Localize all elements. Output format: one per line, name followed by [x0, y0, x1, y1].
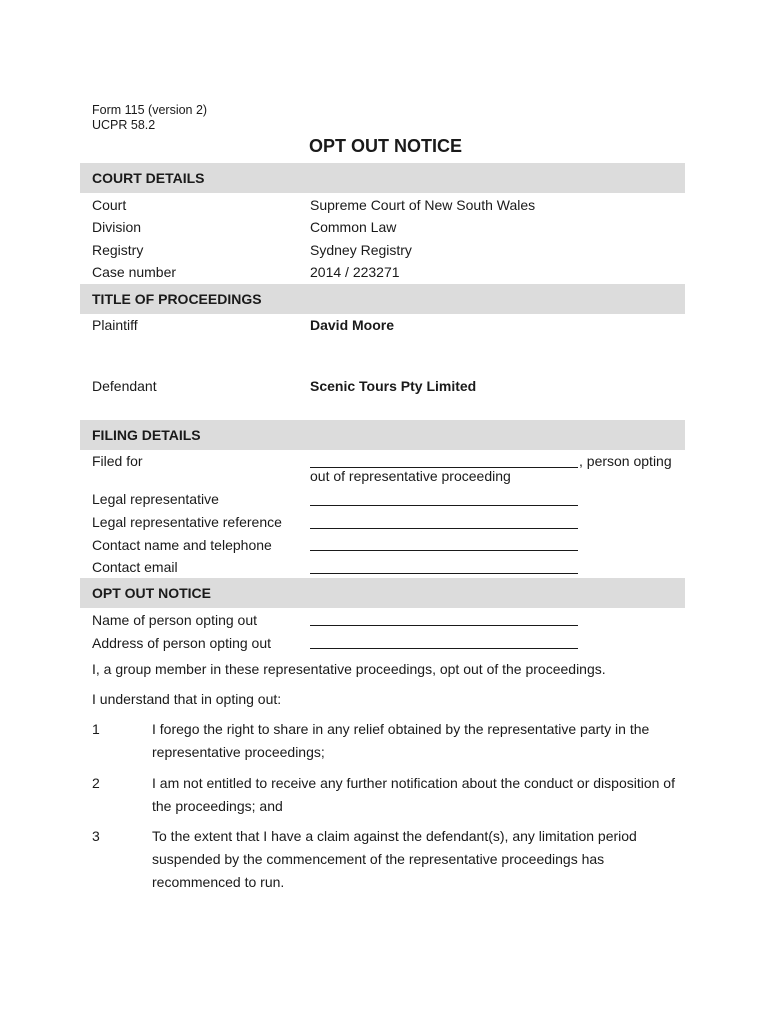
filed-for-suffix-continued: out of representative proceeding	[310, 468, 511, 484]
legal-representative-blank[interactable]	[310, 505, 578, 506]
opt-out-statement: I, a group member in these representative proceedings, opt out of the proceedings.	[92, 661, 606, 677]
list-item-number: 1	[92, 721, 100, 737]
section-heading-court-details: COURT DETAILS	[80, 163, 685, 193]
plaintiff-label: Plaintiff	[92, 317, 138, 333]
defendant-label: Defendant	[92, 378, 157, 394]
form-number: Form 115 (version 2)	[92, 103, 208, 117]
name-opting-out-blank[interactable]	[310, 625, 578, 626]
list-item-text: I forego the right to share in any relief obtained by the representative party in the representative proceedings;	[152, 721, 650, 760]
contact-name-telephone-label: Contact name and telephone	[92, 537, 272, 553]
contact-email-label: Contact email	[92, 559, 178, 575]
case-number-label: Case number	[92, 264, 177, 280]
legal-representative-reference-blank[interactable]	[310, 528, 578, 529]
division-label: Division	[92, 219, 142, 235]
filed-for-suffix: , person opting	[579, 453, 672, 469]
division-value: Common Law	[310, 219, 397, 235]
name-opting-out-label: Name of person opting out	[92, 612, 257, 628]
section-heading-opt-out-notice: OPT OUT NOTICE	[80, 578, 685, 608]
section-heading-title-of-proceedings: TITLE OF PROCEEDINGS	[80, 284, 685, 314]
case-number-value: 2014 / 223271	[310, 264, 400, 280]
registry-label: Registry	[92, 242, 144, 258]
registry-value: Sydney Registry	[310, 242, 412, 258]
list-item-text: I am not entitled to receive any further notification about the conduct or disposition of the proceedings; and	[152, 775, 675, 814]
form-meta	[92, 103, 207, 133]
list-item-number: 3	[92, 828, 100, 844]
defendant-value: Scenic Tours Pty Limited	[310, 378, 477, 394]
filed-for-label: Filed for	[92, 453, 143, 469]
legal-representative-label: Legal representative	[92, 491, 219, 507]
contact-email-blank[interactable]	[310, 573, 578, 574]
document-title: OPT OUT NOTICE	[309, 136, 462, 156]
list-item-text: To the extent that I have a claim against the defendant(s), any limitation period suspended by the commencement of the representative proceedings has recommenced to run.	[152, 828, 637, 890]
contact-name-telephone-blank[interactable]	[310, 550, 578, 551]
plaintiff-value: David Moore	[310, 317, 395, 333]
legal-representative-reference-label: Legal representative reference	[92, 514, 282, 530]
court-label: Court	[92, 197, 127, 213]
rule-reference: UCPR 58.2	[92, 118, 156, 132]
understand-statement: I understand that in opting out:	[92, 691, 282, 707]
address-opting-out-blank[interactable]	[310, 648, 578, 649]
section-heading-filing-details: FILING DETAILS	[80, 420, 685, 450]
list-item-number: 2	[92, 775, 100, 791]
court-value: Supreme Court of New South Wales	[310, 197, 536, 213]
address-opting-out-label: Address of person opting out	[92, 635, 272, 651]
